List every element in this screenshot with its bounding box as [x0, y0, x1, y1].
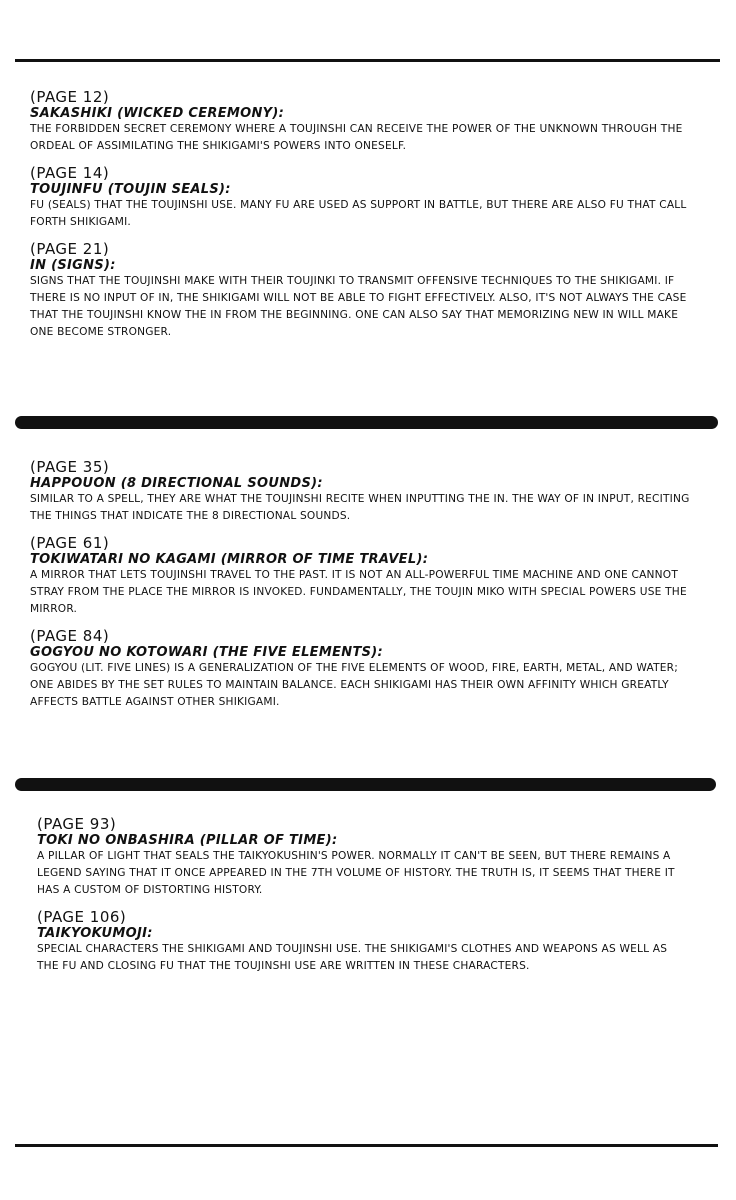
page-reference: (PAGE 14) — [30, 164, 110, 182]
glossary-term: SAKASHIKI (WICKED CEREMONY): — [30, 106, 285, 121]
page-reference: (PAGE 35) — [30, 458, 110, 476]
glossary-definition: SIGNS THAT THE TOUJINSHI MAKE WITH THEIR TOUJINKI TO TRANSMIT OFFENSIVE TECHNIQUES TO THE SHIKIGAMI. IF THERE IS NO INPUT OF IN, THE SHIKIGAMI WILL NOT BE ABLE TO FIGHT EFFECTIVELY. ALSO, IT'S NOT ALWAYS THE CASE THAT THE TOUJINSHI KNOW THE IN FROM THE BEGINNING. ONE CAN ALSO SAY THAT MEMORIZING NEW IN WILL MAKE ONE BECOME STRONGER. — [30, 275, 687, 338]
glossary-entry — [30, 459, 690, 525]
top-rule — [15, 59, 720, 62]
glossary-term: GOGYOU NO KOTOWARI (THE FIVE ELEMENTS): — [30, 645, 384, 660]
glossary-term: TOKIWATARI NO KAGAMI (MIRROR OF TIME TRAVEL): — [30, 552, 429, 567]
page-reference: (PAGE 61) — [30, 534, 110, 552]
page-reference: (PAGE 12) — [30, 88, 110, 106]
glossary-definition: THE FORBIDDEN SECRET CEREMONY WHERE A TOUJINSHI CAN RECEIVE THE POWER OF THE UNKNOWN THROUGH THE ORDEAL OF ASSIMILATING THE SHIKIGAMI'S POWERS INTO ONESELF. — [30, 123, 683, 152]
glossary-section-3 — [37, 816, 692, 985]
glossary-term: TOKI NO ONBASHIRA (PILLAR OF TIME): — [37, 833, 338, 848]
glossary-section-2 — [30, 459, 690, 721]
glossary-definition: FU (SEALS) THAT THE TOUJINSHI USE. MANY FU ARE USED AS SUPPORT IN BATTLE, BUT THERE ARE ALSO FU THAT CALL FORTH SHIKIGAMI. — [30, 199, 687, 228]
page-reference: (PAGE 21) — [30, 240, 110, 258]
glossary-definition: A PILLAR OF LIGHT THAT SEALS THE TAIKYOKUSHIN'S POWER. NORMALLY IT CAN'T BE SEEN, BUT THERE REMAINS A LEGEND SAYING THAT IT ONCE APPEARED IN THE 7TH VOLUME OF HISTORY. THE TRUTH IS, IT SEEMS THAT THERE IT HAS A CUSTOM OF DISTORTING HISTORY. — [37, 850, 675, 896]
glossary-definition: A MIRROR THAT LETS TOUJINSHI TRAVEL TO THE PAST. IT IS NOT AN ALL-POWERFUL TIME MACHINE AND ONE CANNOT STRAY FROM THE PLACE THE MIRROR IS INVOKED. FUNDAMENTALLY, THE TOUJIN MIKO WITH SPECIAL POWERS USE THE MIRROR. — [30, 569, 687, 615]
glossary-entry — [30, 535, 690, 618]
glossary-entry — [30, 628, 690, 711]
glossary-term: HAPPOUON (8 DIRECTIONAL SOUNDS): — [30, 476, 323, 491]
page-reference: (PAGE 106) — [37, 908, 127, 926]
section-divider — [15, 416, 718, 429]
glossary-definition: SPECIAL CHARACTERS THE SHIKIGAMI AND TOUJINSHI USE. THE SHIKIGAMI'S CLOTHES AND WEAPONS AS WELL AS THE FU AND CLOSING FU THAT THE TOUJINSHI USE ARE WRITTEN IN THESE CHARACTERS. — [37, 943, 668, 972]
glossary-entry — [37, 909, 692, 975]
glossary-entry — [30, 241, 690, 341]
glossary-entry — [37, 816, 692, 899]
page-reference: (PAGE 93) — [37, 815, 117, 833]
glossary-term: TAIKYOKUMOJI: — [37, 926, 153, 941]
glossary-section-1 — [30, 89, 690, 351]
page-reference: (PAGE 84) — [30, 627, 110, 645]
glossary-entry — [30, 165, 690, 231]
glossary-entry — [30, 89, 690, 155]
section-divider — [15, 778, 716, 791]
bottom-rule — [15, 1144, 718, 1147]
glossary-definition: SIMILAR TO A SPELL, THEY ARE WHAT THE TOUJINSHI RECITE WHEN INPUTTING THE IN. THE WAY OF IN INPUT, RECITING THE THINGS THAT INDICATE THE 8 DIRECTIONAL SOUNDS. — [30, 493, 690, 522]
glossary-term: TOUJINFU (TOUJIN SEALS): — [30, 182, 231, 197]
glossary-definition: GOGYOU (LIT. FIVE LINES) IS A GENERALIZATION OF THE FIVE ELEMENTS OF WOOD, FIRE, EARTH, METAL, AND WATER; ONE ABIDES BY THE SET RULES TO MAINTAIN BALANCE. EACH SHIKIGAMI HAS THEIR OWN AFFINITY WHICH GREATLY AFFECTS BATTLE AGAINST OTHER SHIKIGAMI. — [30, 662, 679, 708]
glossary-term: IN (SIGNS): — [30, 258, 116, 273]
